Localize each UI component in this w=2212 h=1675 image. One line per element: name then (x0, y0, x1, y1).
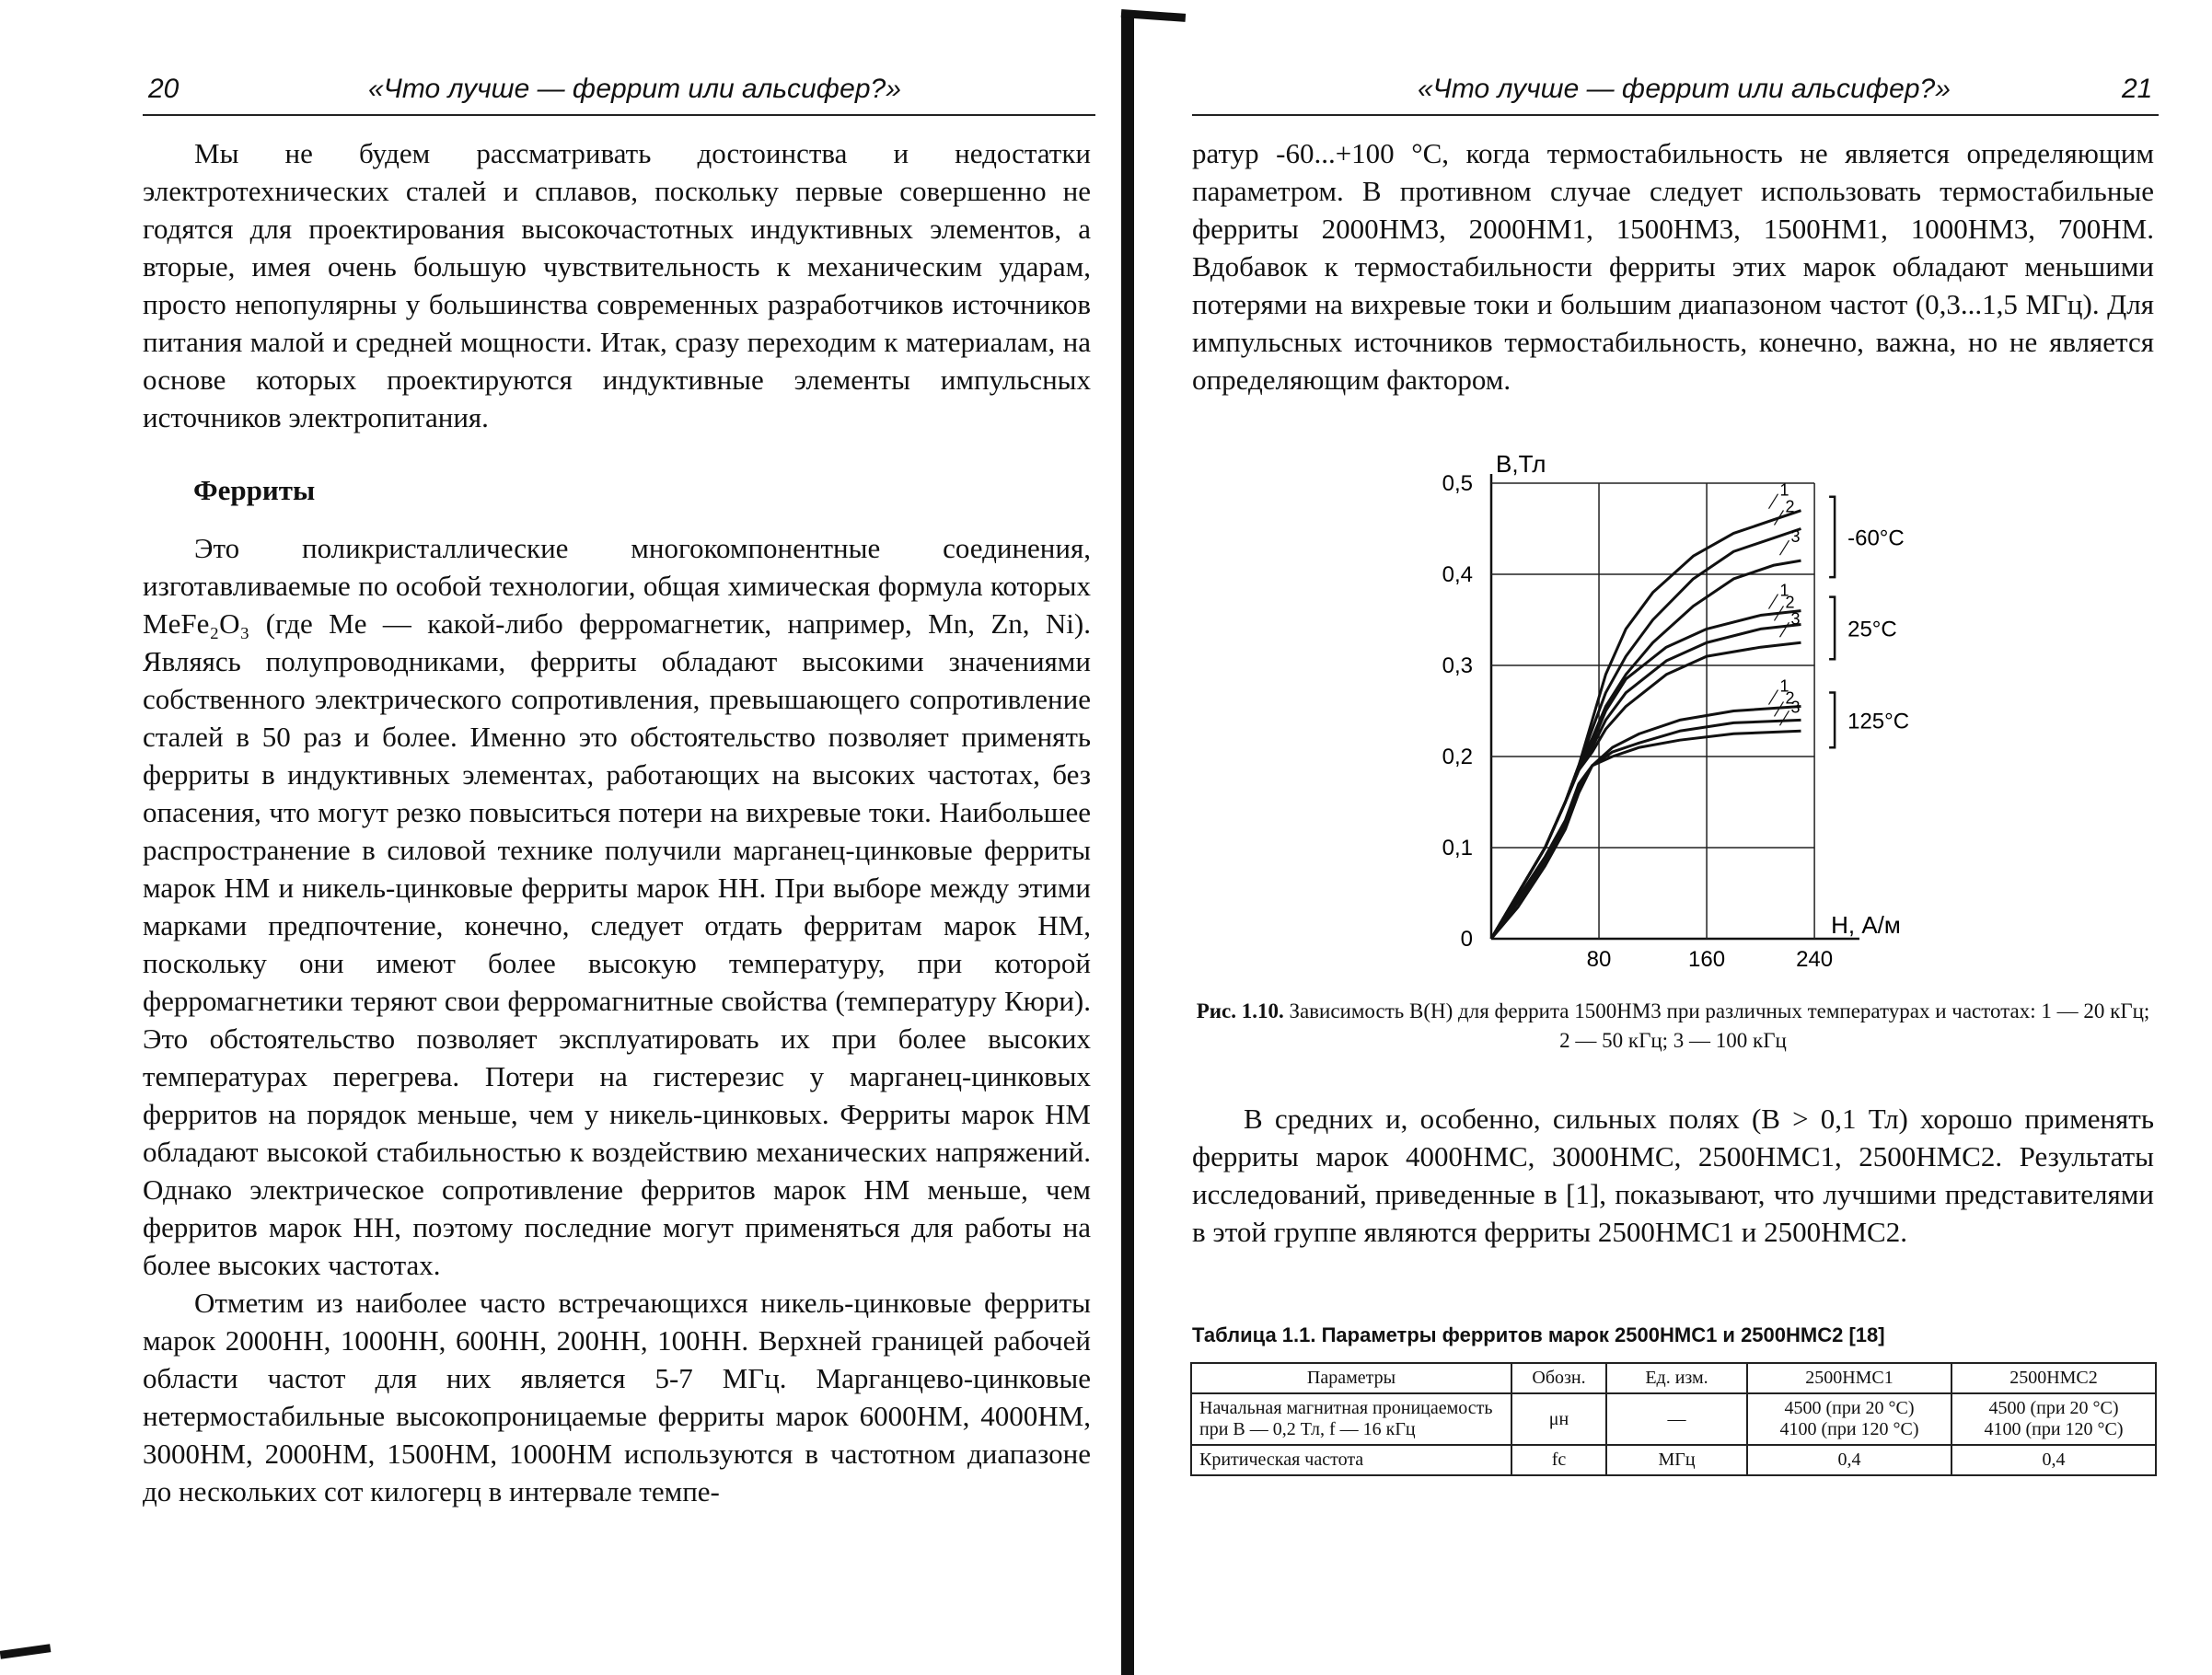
y-tick-label: 0,4 (1442, 562, 1473, 587)
figure-caption-label: Рис. 1.10. (1196, 999, 1284, 1022)
running-header-right (1192, 74, 2159, 116)
continuation-text-block (1192, 134, 2154, 399)
bh-curve-series (1491, 642, 1801, 939)
table-row (1191, 1445, 2156, 1475)
curve-leader-line (1768, 494, 1778, 509)
strong-fields-text-block (1192, 1100, 2154, 1251)
ferrites-paragraph-2: Отметим из наиболее часто встречающихся никель-цинковые ферриты марок 2000НН, 1000НН, 600НН, 200НН, 100НН. Верхней границей рабочей области частот для них является 5-7 МГц. Марганцево-цинковые нетермостабильные высокопроницаемые ферриты марок 6000НМ, 4000НМ, 3000НМ, 2000НМ, 1500НМ, 1000НМ используются в частотном диапазоне до нескольких сот килогерц в интервале темпе- (143, 1287, 1091, 1508)
temperature-group-bracket (1829, 693, 1835, 748)
table-row (1191, 1393, 2156, 1445)
intro-text-block (143, 134, 1091, 436)
y-tick-label: 0,1 (1442, 836, 1473, 861)
table-header-cell: Ед. изм. (1606, 1363, 1747, 1393)
y-tick-label: 0,5 (1442, 471, 1473, 496)
table-header-cell: 2500НМС2 (1951, 1363, 2156, 1393)
table-cell: fc (1511, 1445, 1606, 1475)
curve-leader-line (1768, 690, 1778, 705)
table-cell: МГц (1606, 1445, 1747, 1475)
curve-leader-line (1779, 622, 1789, 637)
temperature-group-bracket (1829, 597, 1835, 660)
page-number: 20 (148, 74, 180, 104)
table-header-row (1191, 1363, 2156, 1393)
curve-leader-line (1779, 540, 1789, 555)
curve-leader-line (1779, 710, 1789, 725)
ferrite-parameters-table (1190, 1362, 2157, 1476)
x-tick-label: 80 (1586, 947, 1612, 972)
temperature-group-label: -60°C (1847, 526, 1905, 551)
temperature-group-bracket (1829, 497, 1835, 577)
table-cell: Критическая частота (1191, 1445, 1511, 1475)
strong-fields-paragraph: В средних и, особенно, сильных полях (B > 0,1 Тл) хорошо применять ферриты марок 4000НМС, 3000НМС, 2500НМС1, 2500НМС2. Результаты исследований, приведенные в [1], показывают, что лучшими представителями в этой группе являются ферриты 2500НМС1 и 2500НМС2. (1192, 1103, 2154, 1248)
bh-curve-series (1491, 611, 1801, 939)
table-cell: Начальная магнитная проницаемость при В — 0,2 Тл, f — 16 кГц (1191, 1393, 1511, 1445)
temperature-group-label: 125°C (1847, 709, 1910, 734)
running-header-left (143, 74, 1095, 116)
y-tick-label: 0,2 (1442, 745, 1473, 769)
x-axis-label: H, А/м (1831, 911, 1901, 939)
table-header-cell: Параметры (1191, 1363, 1511, 1393)
continuation-paragraph: ратур -60...+100 °С, когда термостабильность не является определяющим параметром. В противном случае следует использовать термостабильные ферриты 2000НМ3, 2000НМ1, 1500НМ3, 1500НМ1, 1000НМ3, 700НМ. Вдобавок к термостабильности ферриты этих марок обладают меньшими потерями на вихревые токи и большим диапазоном частот (0,3...1,5 МГц). Для импульсных источников термостабильность, конечно, важна, но не является определяющим фактором. (1192, 137, 2154, 396)
curve-number-label: 2 (1785, 497, 1795, 516)
table-cell: 0,4 (1951, 1445, 2156, 1475)
table-cell: 4500 (при 20 °С) 4100 (при 120 °С) (1747, 1393, 1951, 1445)
ferrites-paragraph-1: Это поликристаллические многокомпонентные соединения, изготавливаемые по особой технологии, общая химическая формула которых MeFe₂O₃ (где Me — какой-либо ферромагнетик, например, Mn, Zn, Ni). Являясь полупроводниками, ферриты обладают высокими значениями собственного электрического сопротивления, превышающего сопротивление сталей в 50 раз и более. Именно это обстоятельство позволяет применять ферриты в индуктивных элементах, работающих на высоких частотах, без опасения, что могут резко повыситься потери на вихревые токи. Наибольшее распространение в силовой технике получили марганец-цинковые ферриты марок НМ и никель-цинковые ферриты марок НН. При выборе между этими марками предпочтение, конечно, следует отдать ферритам марок НМ, поскольку они имеют более высокую температуру, при которой ферромагнетики теряют свои ферромагнитные свойства (температуру Кюри). Это обстоятельство позволяет эксплуатировать их при более высоких температурах перегрева. Потери на гистерезис у марганец-цинковых ферритов на порядок меньше, чем у никель-цинковых. Ферриты марок НМ обладают высокой стабильностью к воздействию механических напряжений. Однако электрическое сопротивление ферритов марок НМ меньше, чем ферритов марок НН, поэтому последние могут применяться для работы на более высоких частотах. (143, 532, 1091, 1281)
bh-curve-series (1491, 720, 1801, 939)
figure-caption-text: Зависимость B(H) для феррита 1500НМ3 при различных температурах и частотах: 1 — 20 кГц; 2 — 50 кГц; 3 — 100 кГц (1289, 999, 2150, 1052)
y-tick-label: 0,3 (1442, 653, 1473, 678)
curve-number-label: 3 (1790, 609, 1801, 629)
curve-number-label: 3 (1790, 698, 1801, 717)
curve-number-label: 2 (1785, 593, 1795, 612)
figure-caption (1192, 997, 2154, 1056)
curve-number-label: 3 (1790, 527, 1801, 547)
bh-curve-series (1491, 731, 1801, 939)
table-cell: — (1606, 1393, 1747, 1445)
table-cell: μн (1511, 1393, 1606, 1445)
intro-paragraph: Мы не будем рассматривать достоинства и недостатки электротехнических сталей и сплавов, поскольку первые совершенно не годятся для проектирования высокочастотных индуктивных элементов, а вторые, имея очень большую чувствительность к механическим ударам, просто непопулярны у большинства современных разработчиков источников питания малой и средней мощности. Итак, сразу переходим к материалам, на основе которых проектируются индуктивные элементы импульсных источников электропитания. (143, 137, 1091, 433)
table-title: Таблица 1.1. Параметры ферритов марок 2500НМС1 и 2500НМС2 [18] (1192, 1323, 1885, 1346)
table-header-cell: 2500НМС1 (1747, 1363, 1951, 1393)
x-tick-label: 240 (1796, 947, 1834, 972)
running-title: «Что лучше — феррит или альсифер?» (1418, 74, 1951, 104)
curve-number-label: 1 (1779, 581, 1789, 600)
bh-curve-series (1491, 624, 1801, 939)
table-header-cell: Обозн. (1511, 1363, 1606, 1393)
temperature-group-label: 25°C (1847, 617, 1897, 642)
x-tick-label: 160 (1688, 947, 1726, 972)
bh-curve-chart (1395, 433, 1965, 985)
section-heading: Ферриты (193, 474, 316, 506)
curve-number-label: 2 (1785, 688, 1795, 708)
table-cell: 0,4 (1747, 1445, 1951, 1475)
curve-number-label: 1 (1779, 676, 1789, 696)
running-title: «Что лучше — феррит или альсифер?» (368, 74, 901, 104)
table-cell: 4500 (при 20 °С) 4100 (при 120 °С) (1951, 1393, 2156, 1445)
page-number: 21 (2122, 74, 2153, 104)
ferrites-text-block (143, 529, 1091, 1510)
right-page (1128, 0, 2212, 1675)
y-tick-label: 0 (1460, 927, 1473, 952)
y-axis-label: B,Тл (1496, 450, 1546, 478)
curve-number-label: 1 (1779, 480, 1789, 500)
curve-leader-line (1768, 595, 1778, 609)
